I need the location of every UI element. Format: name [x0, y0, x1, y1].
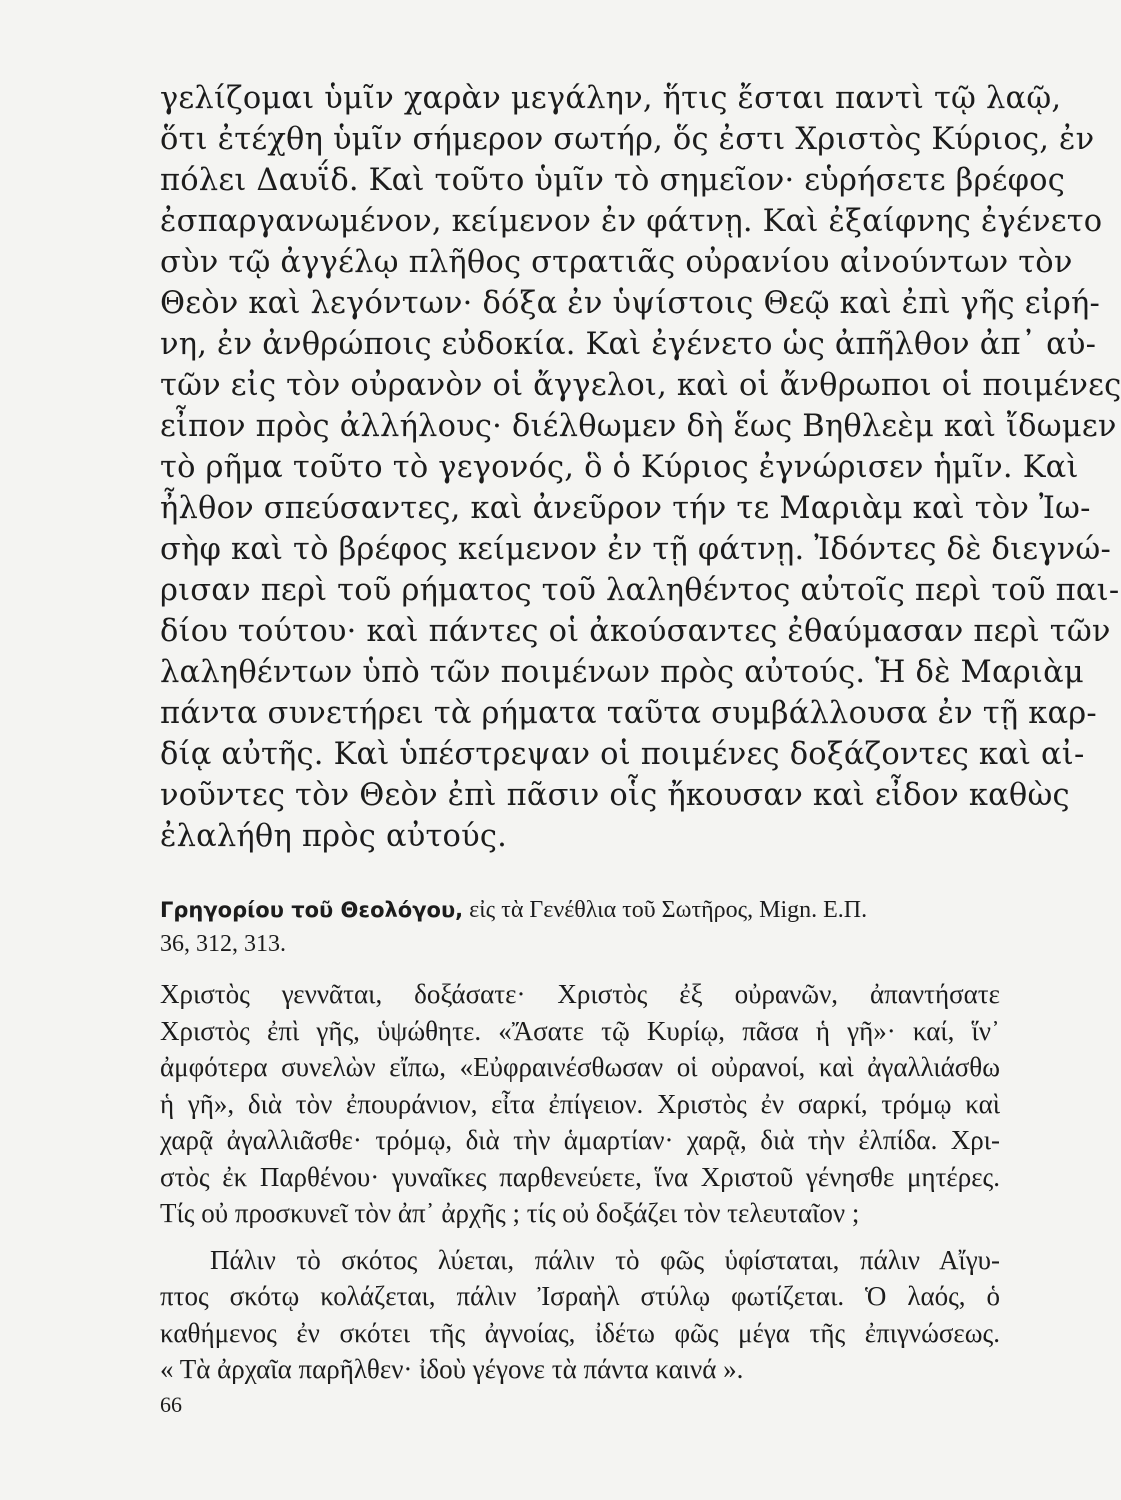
source-author: Γρηγορίου τοῦ Θεολόγου, [160, 898, 464, 922]
gregory-quote [160, 976, 1000, 1388]
quote-line: Χριστὸς ἐπὶ γῆς, ὑψώθητε. «Ἄσατε τῷ Κυρίῳ, πᾶσα ἡ γῆ»· καί, ἵν᾿ [160, 1015, 1000, 1046]
text-line: σὺν τῷ ἀγγέλῳ πλῆθος στρατιᾶς οὐρανίου αἰνούντων τὸν [160, 245, 1073, 280]
source-reference [160, 893, 1000, 961]
quote-line: ἡ γῆ», διὰ τὸν ἐπουράνιον, εἶτα ἐπίγειον. Χριστὸς ἐν σαρκί, τρόμῳ καὶ [160, 1088, 1000, 1119]
quote-line: χαρᾷ ἀγαλλιᾶσθε· τρόμῳ, διὰ τὴν ἁμαρτίαν· χαρᾷ, διὰ τὴν ἐλπίδα. Χρι- [160, 1125, 1000, 1155]
text-line: λαληθέντων ὑπὸ τῶν ποιμένων πρὸς αὐτούς. Ἡ δὲ Μαριὰμ [160, 655, 1084, 690]
text-line: πόλει Δαυΐδ. Καὶ τοῦτο ὑμῖν τὸ σημεῖον· εὑρήσετε βρέφος [160, 163, 1065, 198]
text-line: ἦλθον σπεύσαντες, καὶ ἀνεῦρον τήν τε Μαριὰμ καὶ τὸν Ἰω- [160, 491, 1091, 526]
source-citation: 36, 312, 313. [160, 931, 286, 957]
quote-line: ἀμφότερα συνελὼν εἴπω, «Εὐφραινέσθωσαν οἱ οὐρανοί, καὶ ἀγαλλιάσθω [160, 1052, 1000, 1082]
text-line: τῶν εἰς τὸν οὐρανὸν οἱ ἄγγελοι, καὶ οἱ ἄνθρωποι οἱ ποιμένες [160, 368, 1121, 403]
quote-line: πτος σκότῳ κολάζεται, πάλιν Ἰσραὴλ στύλῳ φωτίζεται. Ὁ λαός, ὁ [160, 1281, 1000, 1311]
text-line: ρισαν περὶ τοῦ ρήματος τοῦ λαληθέντος αὐτοῖς περὶ τοῦ παι- [160, 573, 1120, 608]
text-line: ἐλαλήθη πρὸς αὐτούς. [160, 819, 508, 854]
text-line: δίᾳ αὐτῆς. Καὶ ὑπέστρεψαν οἱ ποιμένες δοξάζοντες καὶ αἰ- [160, 737, 1085, 772]
gospel-passage [160, 78, 1121, 857]
paragraph-gap [160, 1232, 1000, 1242]
text-line: ὅτι ἐτέχθη ὑμῖν σήμερον σωτήρ, ὅς ἐστι Χριστὸς Κύριος, ἐν [160, 122, 1095, 157]
quote-line: Χριστὸς γεννᾶται, δοξάσατε· Χριστὸς ἐξ οὐρανῶν, ἀπαντήσατε [160, 979, 1000, 1009]
text-line: σὴφ καὶ τὸ βρέφος κείμενον ἐν τῇ φάτνῃ. Ἰδόντες δὲ διεγνώ- [160, 532, 1112, 567]
quote-line: « Τὰ ἀρχαῖα παρῆλθεν· ἰδοὺ γέγονε τὰ πάντα καινά ». [160, 1354, 744, 1384]
text-line: δίου τούτου· καὶ πάντες οἱ ἀκούσαντες ἐθαύμασαν περὶ τῶν [160, 614, 1111, 649]
text-line: νοῦντες τὸν Θεὸν ἐπὶ πᾶσιν οἷς ἤκουσαν καὶ εἶδον καθὼς [160, 778, 1070, 813]
text-line: πάντα συνετήρει τὰ ρήματα ταῦτα συμβάλλουσα ἐν τῇ καρ- [160, 696, 1097, 731]
text-line: Θεὸν καὶ λεγόντων· δόξα ἐν ὑψίστοις Θεῷ καὶ ἐπὶ γῆς εἰρή- [160, 286, 1100, 321]
text-line: ἐσπαργανωμένον, κείμενον ἐν φάτνῃ. Καὶ ἐξαίφνης ἐγένετο [160, 204, 1103, 239]
text-line: τὸ ρῆμα τοῦτο τὸ γεγονός, ὃ ὁ Κύριος ἐγνώρισεν ἡμῖν. Καὶ [160, 450, 1079, 485]
quote-line: Πάλιν τὸ σκότος λύεται, πάλιν τὸ φῶς ὑφίσταται, πάλιν Αἴγυ- [210, 1244, 1000, 1275]
source-title: εἰς τὰ Γενέθλια τοῦ Σωτῆρος, Mign. Ε.Π. [463, 897, 868, 923]
page-number: 66 [160, 1392, 182, 1417]
text-line: εἶπον πρὸς ἀλλήλους· διέλθωμεν δὴ ἕως Βηθλεὲμ καὶ ἴδωμεν [160, 409, 1117, 444]
text-line: νη, ἐν ἀνθρώποις εὐδοκία. Καὶ ἐγένετο ὡς ἀπῆλθον ἀπ᾿ αὐ- [160, 327, 1097, 362]
quote-line: καθήμενος ἐν σκότει τῆς ἀγνοίας, ἰδέτω φῶς μέγα τῆς ἐπιγνώσεως. [160, 1317, 1000, 1348]
quote-line: στὸς ἐκ Παρθένου· γυναῖκες παρθενεύετε, ἵνα Χριστοῦ γένησθε μητέρες. [160, 1161, 1000, 1192]
quote-line: Τίς οὐ προσκυνεῖ τὸν ἀπ᾿ ἀρχῆς ; τίς οὐ δοξάζει τὸν τελευταῖον ; [160, 1198, 860, 1228]
text-line: γελίζομαι ὑμῖν χαρὰν μεγάλην, ἥτις ἔσται παντὶ τῷ λαῷ, [160, 81, 1062, 116]
source-line [160, 893, 1000, 927]
